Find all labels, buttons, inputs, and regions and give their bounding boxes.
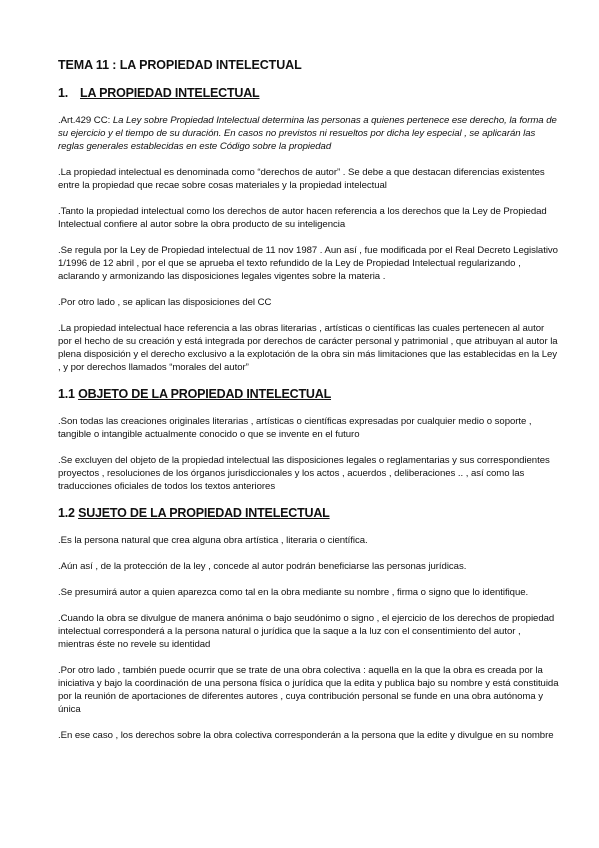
document-title: TEMA 11 : LA PROPIEDAD INTELECTUAL — [58, 58, 302, 72]
paragraph: .Son todas las creaciones originales literarias , artísticas o científicas expresadas por cualquier medio o soporte , tangible o intangible actualmente conocido o que se invente en el futuro — [58, 416, 532, 440]
paragraph: .Cuando la obra se divulgue de manera anónima o bajo seudónimo o signo , el ejercicio de los derechos de propiedad intelectual corresponderá a la persona natural o jurídica que la saque a la luz con el consentimiento del autor , mientras éste no revele su identidad — [58, 613, 555, 650]
section-1-heading — [58, 86, 559, 100]
paragraph: .Se presumirá autor a quien aparezca como tal en la obra mediante su nombre , firma o signo que lo identifique. — [58, 587, 529, 598]
section-1-2-heading — [58, 506, 559, 520]
paragraph: .Es la persona natural que crea alguna obra artística , literaria o científica. — [58, 535, 368, 546]
article-quote: La Ley sobre Propiedad Intelectual determina las personas a quienes pertenece ese derecho, la forma de su ejercicio y el tiempo de su duración. En casos no previstos ni resueltos por dicha ley especial , se aplicarán las reglas generales establecidas en este Código sobre la propiedad — [58, 115, 557, 152]
paragraph: .Aún así , de la protección de la ley , concede al autor podrán beneficiarse las personas jurídicas. — [58, 561, 467, 572]
article-429-paragraph — [58, 114, 559, 153]
article-reference: .Art.429 CC: — [58, 115, 113, 126]
section-1-1-heading — [58, 387, 559, 401]
paragraph: .Por otro lado , se aplican las disposiciones del CC — [58, 297, 272, 308]
section-1-2-title: SUJETO DE LA PROPIEDAD INTELECTUAL — [78, 506, 330, 520]
paragraph: .La propiedad intelectual es denominada como “derechos de autor” . Se debe a que destacan diferencias existentes entre la propiedad que recae sobre cosas materiales y la propiedad intelectual — [58, 167, 545, 191]
paragraph: .En ese caso , los derechos sobre la obra colectiva corresponderán a la persona que la edite y divulgue en su nombre — [58, 730, 554, 741]
section-1-2-number: 1.2 — [58, 506, 75, 520]
paragraph: .Por otro lado , también puede ocurrir que se trate de una obra colectiva : aquella en la que la obra es creada por la iniciativa y bajo la coordinación de una persona física o jurídica que la edita y publica bajo su nombre y está constituida por la reunión de aportaciones de diferentes autores , cuya contribución personal se funde en una obra autónoma y única — [58, 665, 559, 715]
paragraph: .Se excluyen del objeto de la propiedad intelectual las disposiciones legales o reglamentarias y sus correspondientes proyectos , resoluciones de los órganos jurisdiccionales y los actos , acuerdos , deliberaciones .. , así como las traducciones oficiales de todos los textos anteriores — [58, 455, 550, 492]
section-1-1-title: OBJETO DE LA PROPIEDAD INTELECTUAL — [78, 387, 332, 401]
section-1-title: LA PROPIEDAD INTELECTUAL — [80, 86, 260, 100]
paragraph: .La propiedad intelectual hace referencia a las obras literarias , artísticas o científicas las cuales pertenecen al autor por el hecho de su creación y está integrada por derechos de carácter personal y patrimonial , que atribuyan al autor la plena disposición y el derecho exclusivo a la explotación de la obra sin más limitaciones que las establecidas en la Ley , y por derechos llamados “morales del autor” — [58, 323, 558, 373]
section-1-1-number: 1.1 — [58, 387, 75, 401]
paragraph: .Se regula por la Ley de Propiedad intelectual de 11 nov 1987 . Aun así , fue modificada por el Real Decreto Legislativo 1/1996 de 12 abril , por el que se aprueba el texto refundido de la Ley de Propiedad Intelectual regularizando , aclarando y armonizando las disposiciones legales vigentes sobre la materia . — [58, 245, 558, 282]
section-1-number: 1. — [58, 86, 69, 100]
paragraph: .Tanto la propiedad intelectual como los derechos de autor hacen referencia a los derechos que la Ley de Propiedad Intelectual confiere al autor sobre la obra producto de su inteligencia — [58, 206, 547, 230]
